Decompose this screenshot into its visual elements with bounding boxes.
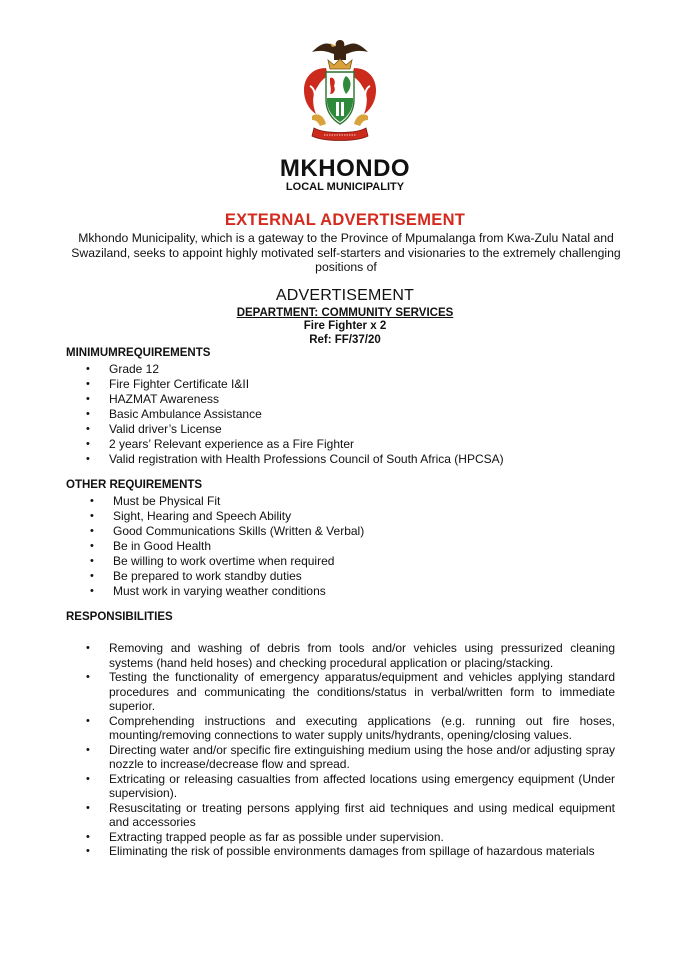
- list-item: • Be prepared to work standby duties: [113, 569, 364, 584]
- advertisement-type-title: EXTERNAL ADVERTISEMENT: [224, 211, 466, 229]
- other-requirements-heading: OTHER REQUIREMENTS: [66, 479, 203, 491]
- list-item: • Directing water and/or specific fire extinguishing medium using the hose and/or adjusting spray nozzle to increase/decrease flow and spread.: [109, 743, 615, 772]
- list-item: • Good Communications Skills (Written & Verbal): [113, 524, 364, 539]
- coat-of-arms-icon: [290, 38, 390, 146]
- list-item: • Be in Good Health: [113, 539, 364, 554]
- list-item: • HAZMAT Awareness: [109, 392, 504, 407]
- list-item: • Testing the functionality of emergency apparatus/equipment and vehicles applying standard procedures and communicating the conditions/status in verbal/written form to immediate superior.: [109, 670, 615, 714]
- list-item: • Extracting trapped people as far as possible under supervision.: [109, 830, 615, 845]
- advertisement-heading: ADVERTISEMENT: [275, 287, 415, 304]
- list-item: • Removing and washing of debris from tools and/or vehicles using pressurized cleaning systems (hand held hoses) and checking procedural application or placing/stacking.: [109, 641, 615, 670]
- responsibilities-list: [109, 641, 615, 859]
- intro-paragraph: Mkhondo Municipality, which is a gateway to the Province of Mpumalanga from Kwa-Zulu Natal and Swaziland, seeks to appoint highly motivated self-starters and visionaries to the extremely challenging positions of: [71, 231, 621, 274]
- list-item: • Resuscitating or treating persons applying first aid techniques and using medical equipment and accessories: [109, 801, 615, 830]
- list-item: • Comprehending instructions and executing applications (e.g. running out fire hoses, mounting/removing connections to water supply units/hydrants, opening/closing values.: [109, 714, 615, 743]
- list-item: • Eliminating the risk of possible environments damages from spillage of hazardous materials: [109, 844, 615, 859]
- list-item: • Sight, Hearing and Speech Ability: [113, 509, 364, 524]
- list-item: • Valid driver’s License: [109, 422, 504, 437]
- organization-subtitle: LOCAL MUNICIPALITY: [285, 181, 405, 193]
- list-item: • Extricating or releasing casualties from affected locations using emergency equipment (Under supervision).: [109, 772, 615, 801]
- list-item: • Basic Ambulance Assistance: [109, 407, 504, 422]
- other-requirements-list: [113, 494, 364, 599]
- post-title: Fire Fighter x 2: [303, 320, 387, 332]
- responsibilities-heading: RESPONSIBILITIES: [66, 611, 173, 623]
- department-line: DEPARTMENT: COMMUNITY SERVICES: [236, 307, 454, 319]
- list-item: • Fire Fighter Certificate I&II: [109, 377, 504, 392]
- list-item: • Grade 12: [109, 362, 504, 377]
- reference-number: Ref: FF/37/20: [309, 334, 381, 346]
- minimum-requirements-list: [109, 362, 504, 467]
- list-item: • 2 years’ Relevant experience as a Fire Fighter: [109, 437, 504, 452]
- list-item: • Must work in varying weather conditions: [113, 584, 364, 599]
- list-item: • Must be Physical Fit: [113, 494, 364, 509]
- list-item: • Valid registration with Health Professions Council of South Africa (HPCSA): [109, 452, 504, 467]
- minimum-requirements-heading: MINIMUMREQUIREMENTS: [66, 347, 211, 359]
- organization-name: MKHONDO: [279, 155, 411, 182]
- list-item: • Be willing to work overtime when required: [113, 554, 364, 569]
